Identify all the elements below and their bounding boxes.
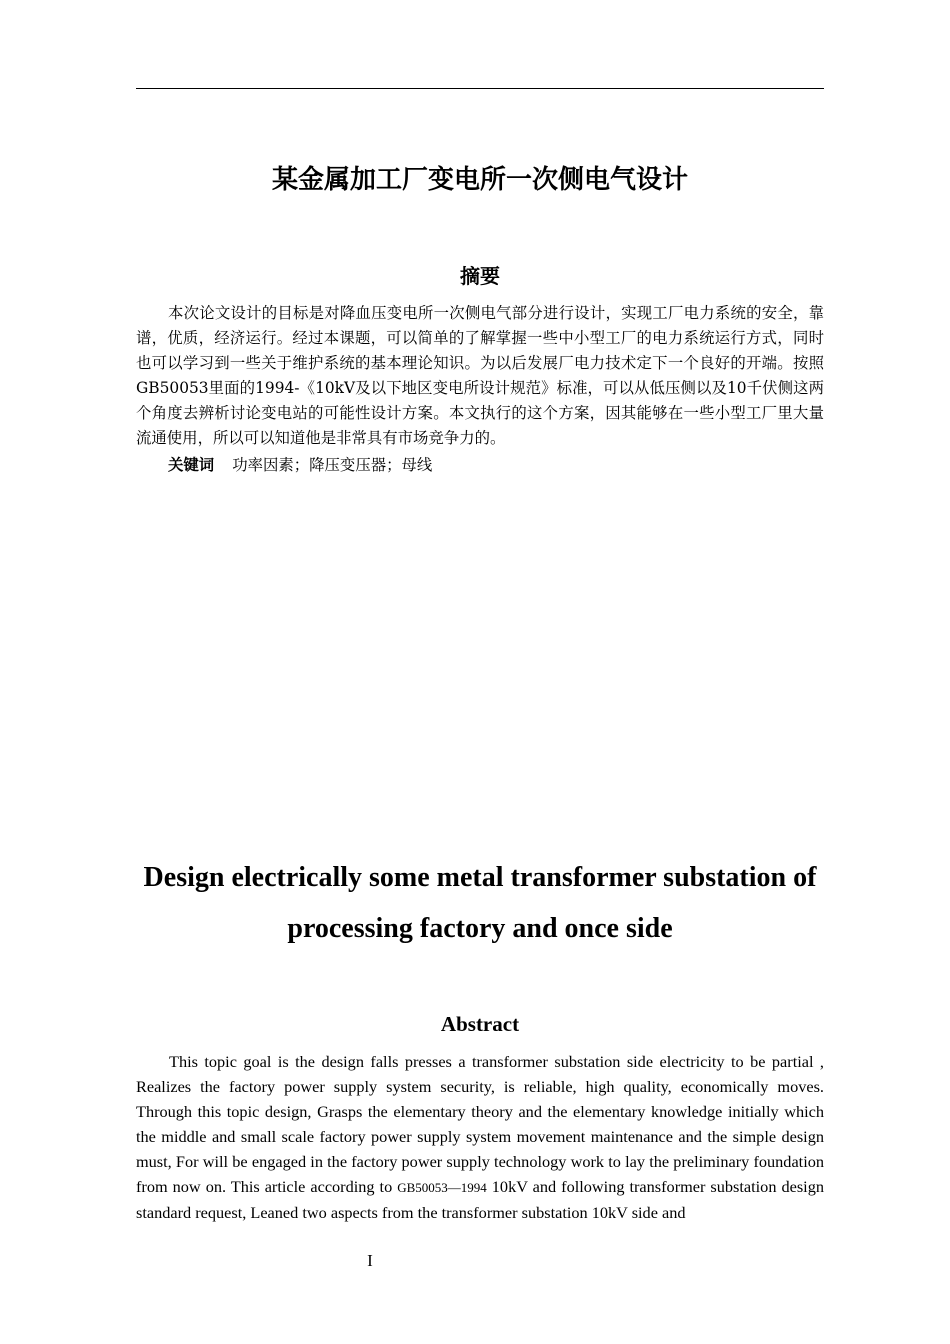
english-title: Design electrically some metal transformer substation of processing factory and once side	[143, 862, 817, 944]
page-number: I	[367, 1251, 373, 1270]
english-abstract-part1: This topic goal is the design falls presses a transformer substation side electricity to be partial , Realizes the factory power supply system security, is reliable, high quality, economically moves. Through this topic design, Grasps the elementary theory and the elementary knowledge initially which the middle and small scale factory power supply system movement maintenance and the simple design must, For will be engaged in the factory power supply technology work to lay the preliminary foundation from now on. This article according to	[136, 1052, 824, 1196]
english-abstract-body	[136, 1049, 824, 1225]
chinese-title: 某金属加工厂变电所一次侧电气设计	[271, 165, 688, 195]
chinese-abstract-body: 本次论文设计的目标是对降血压变电所一次侧电气部分进行设计，实现工厂电力系统的安全，靠谱，优质，经济运行。经过本课题，可以简单的了解掌握一些中小型工厂的电力系统运行方式，同时也可以学习到一些关于维护系统的基本理论知识。为以后发展厂电力技术定下一个良好的开端。按照GB50053里面的1994-《10kV及以下地区变电所设计规范》标准，可以从低压侧以及10千伏侧这两个角度去辨析讨论变电站的可能性设计方案。本文执行的这个方案，因其能够在一些小型工厂里大量流通使用，所以可以知道他是非常具有市场竞争力的。	[136, 304, 824, 447]
header-rule	[136, 88, 824, 89]
keywords-label: 关键词	[168, 456, 215, 474]
english-abstract-heading: Abstract	[440, 1012, 520, 1036]
chinese-abstract-heading: 摘要	[460, 264, 500, 288]
english-abstract-part2: 10kV and following transformer substation design standard request, Leaned two aspects from the transformer substation 10kV side and	[136, 1177, 824, 1222]
standard-code: GB50053—1994	[397, 1180, 487, 1195]
chinese-keywords	[168, 453, 432, 478]
keywords-text: 功率因素；降压变压器；母线	[232, 456, 433, 474]
